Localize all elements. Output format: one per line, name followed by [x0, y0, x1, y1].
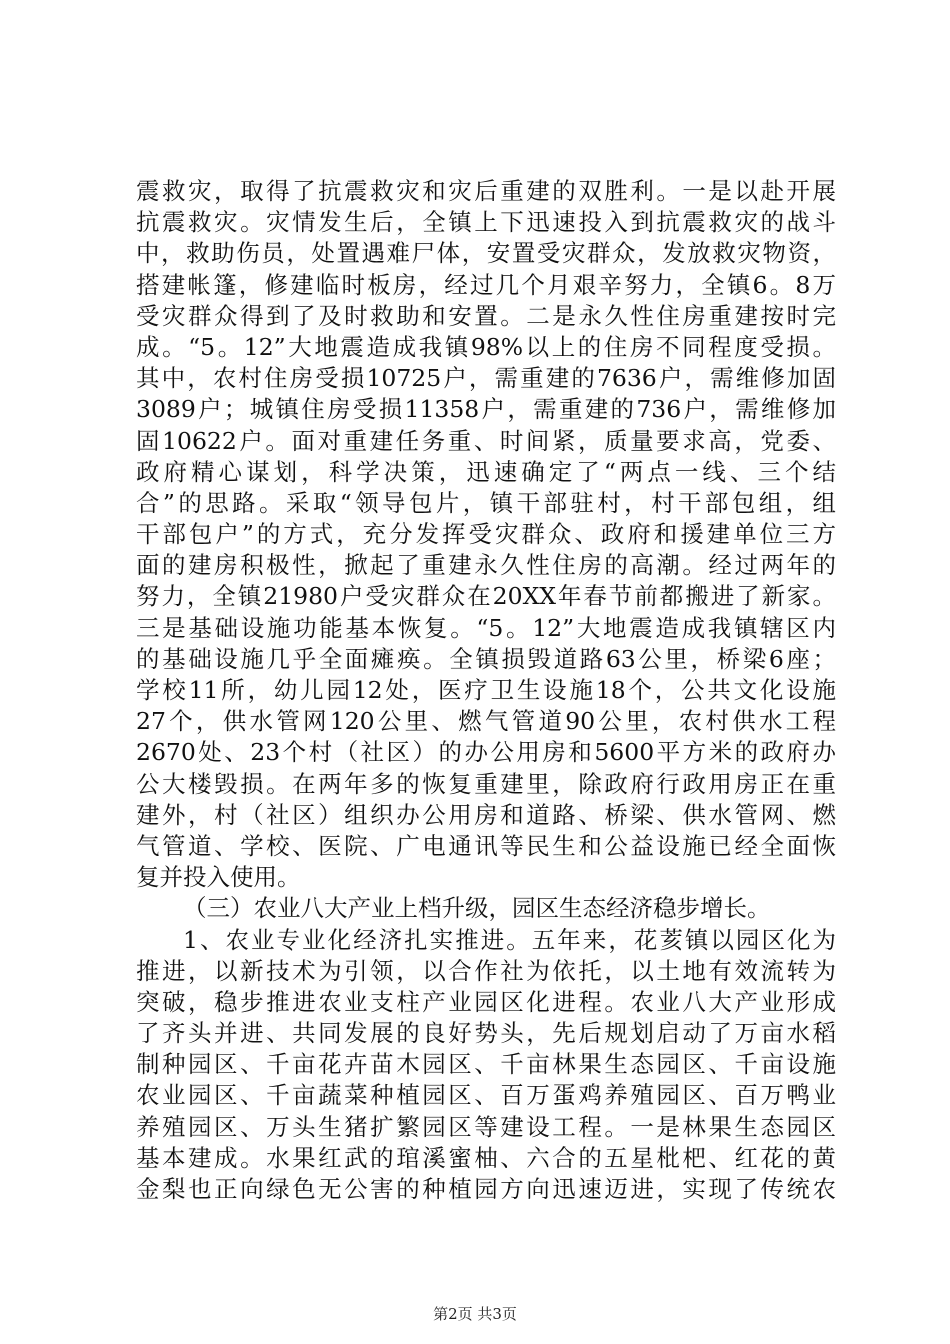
text-line: 突破，稳步推进农业支柱产业园区化进程。农业八大产业形成: [136, 987, 836, 1016]
text-line: 1、农业专业化经济扎实推进。五年来，花荄镇以园区化为: [183, 925, 836, 954]
text-line: 推进，以新技术为引领，以合作社为依托，以土地有效流转为: [136, 956, 836, 985]
text-line: 受灾群众得到了及时救助和安置。二是永久性住房重建按时完: [136, 301, 836, 330]
text-line: 复并投入使用。: [136, 863, 301, 892]
text-line: 震救灾，取得了抗震救灾和灾后重建的双胜利。一是以赴开展: [136, 177, 836, 205]
text-line: 合”的思路。采取“领导包片，镇干部驻村，村干部包组，组: [136, 488, 836, 517]
text-line: 三是基础设施功能基本恢复。“5。12”大地震造成我镇辖区内: [136, 613, 836, 642]
text-line: 公大楼毁损。在两年多的恢复重建里，除政府行政用房正在重: [136, 769, 836, 798]
text-line: 学校11所，幼儿园12处，医疗卫生设施18个，公共文化设施: [136, 676, 836, 704]
text-line: 金梨也正向绿色无公害的种植园方向迅速迈进，实现了传统农: [136, 1175, 836, 1203]
text-line: 搭建帐篷，修建临时板房，经过几个月艰辛努力，全镇6。8万: [136, 270, 836, 299]
text-line: 固10622户。面对重建任务重、时间紧，质量要求高，党委、: [136, 426, 836, 455]
text-line: 基本建成。水果红武的琯溪蜜柚、六合的五星枇杷、红花的黄: [136, 1143, 836, 1172]
page-footer: 第2页 共3页: [433, 1305, 517, 1323]
text-line: 2670处、23个村（社区）的办公用房和5600平方米的政府办: [136, 738, 836, 767]
text-line: 努力，全镇21980户受灾群众在20XX年春节前都搬进了新家。: [136, 582, 836, 611]
text-line: （三）农业八大产业上档升级，园区生态经济稳步增长。: [183, 894, 771, 923]
text-line: 其中，农村住房受损10725户，需重建的7636户，需维修加固: [136, 364, 836, 393]
text-line: 养殖园区、万头生猪扩繁园区等建设工程。一是林果生态园区: [136, 1112, 836, 1141]
text-line: 气管道、学校、医院、广电通讯等民生和公益设施已经全面恢: [136, 831, 836, 860]
text-line: 建外，村（社区）组织办公用房和道路、桥梁、供水管网、燃: [136, 800, 836, 829]
text-line: 成。“5。12”大地震造成我镇98%以上的住房不同程度受损。: [136, 332, 836, 361]
text-line: 3089户；城镇住房受损11358户，需重建的736户，需维修加: [136, 395, 836, 424]
text-line: 的基础设施几乎全面瘫痪。全镇损毁道路63公里，桥梁6座；: [136, 644, 836, 673]
text-line: 中，救助伤员，处置遇难尸体，安置受灾群众，发放救灾物资，: [136, 239, 836, 268]
text-line: 农业园区、千亩蔬菜种植园区、百万蛋鸡养殖园区、百万鸭业: [136, 1081, 836, 1110]
text-line: 干部包户”的方式，充分发挥受灾群众、政府和援建单位三方: [136, 520, 836, 549]
text-line: 政府精心谋划，科学决策，迅速确定了“两点一线、三个结: [136, 457, 836, 486]
text-line: 27个，供水管网120公里、燃气管道90公里，农村供水工程: [136, 707, 836, 736]
body-text: [136, 176, 836, 1205]
text-line: 面的建房积极性，掀起了重建永久性住房的高潮。经过两年的: [136, 551, 836, 580]
text-line: 制种园区、千亩花卉苗木园区、千亩林果生态园区、千亩设施: [136, 1050, 836, 1079]
text-line: 抗震救灾。灾情发生后，全镇上下迅速投入到抗震救灾的战斗: [136, 208, 836, 237]
text-line: 了齐头并进、共同发展的良好势头，先后规划启动了万亩水稻: [136, 1019, 836, 1048]
